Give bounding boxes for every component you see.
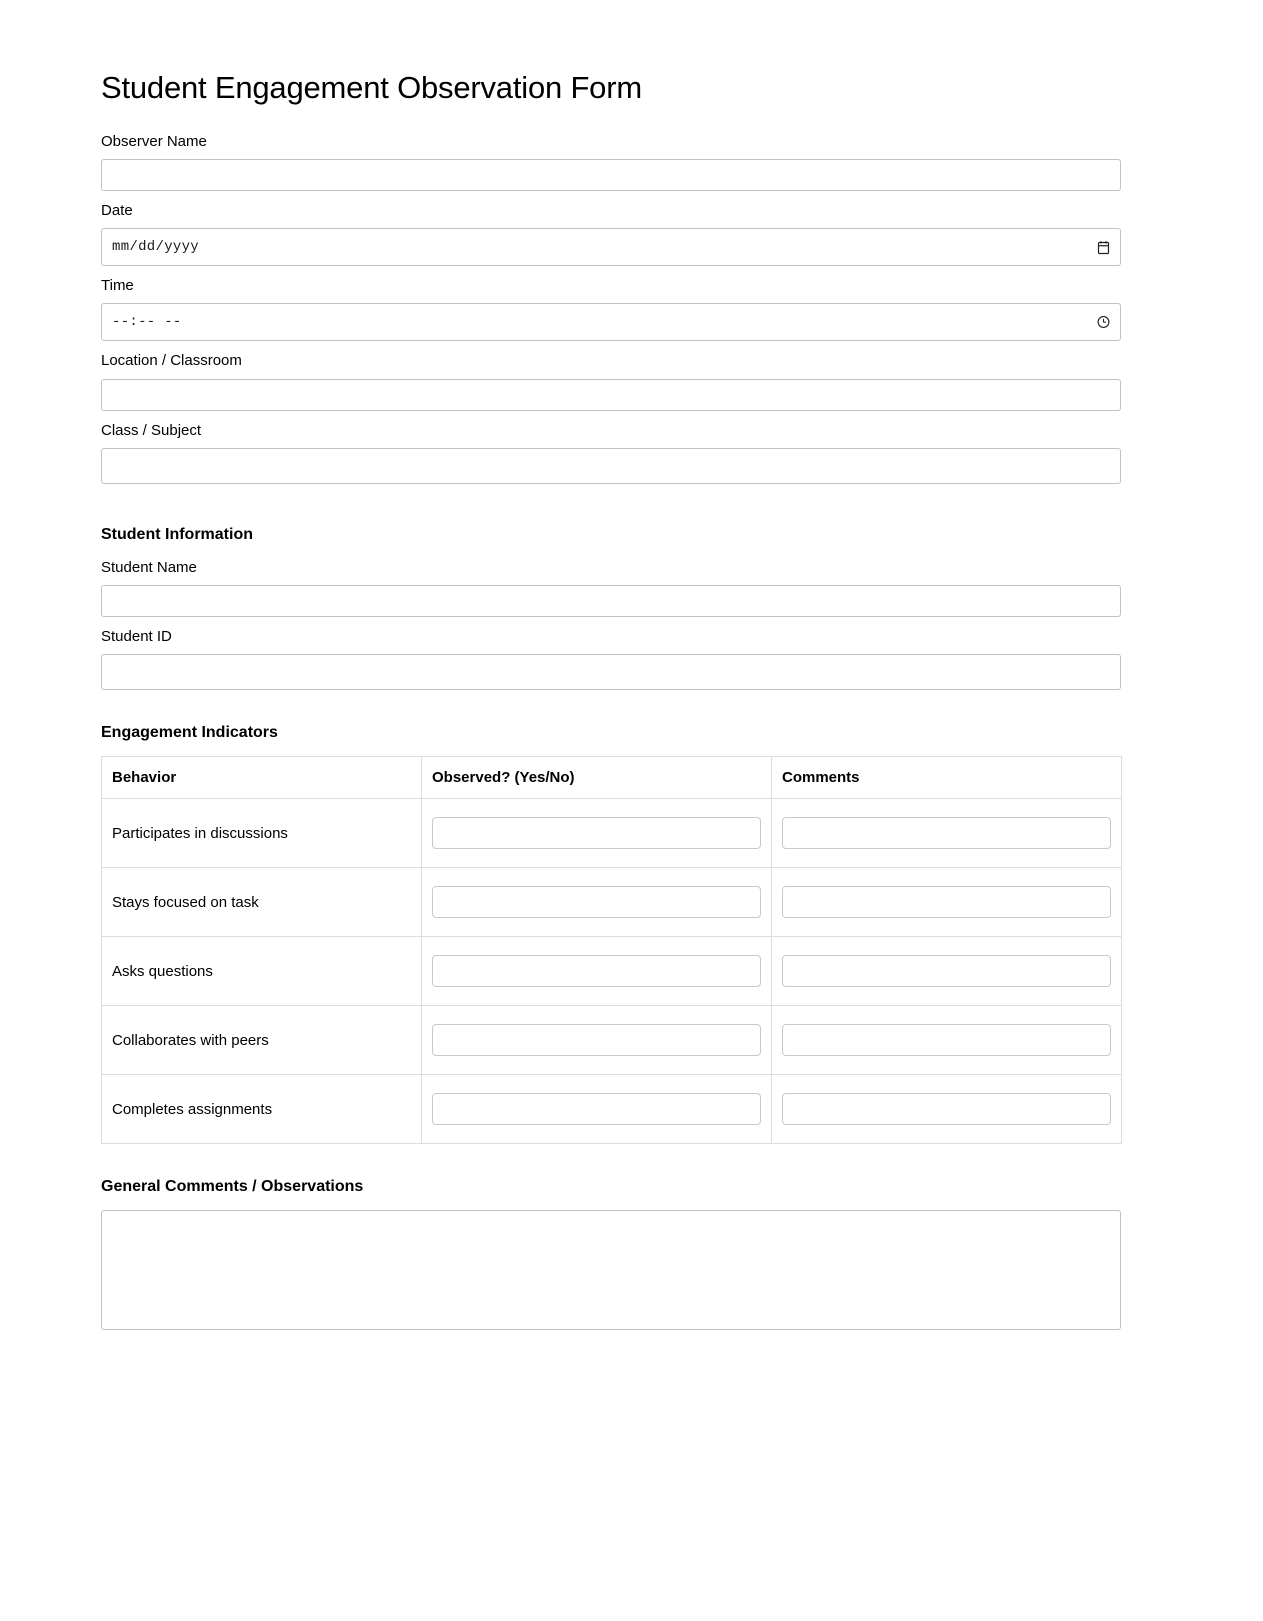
behavior-label: Completes assignments bbox=[102, 1075, 422, 1144]
observed-input[interactable] bbox=[432, 886, 761, 918]
observed-cell bbox=[422, 1006, 772, 1075]
column-header-comments: Comments bbox=[772, 757, 1122, 799]
observed-cell bbox=[422, 937, 772, 1006]
behavior-label: Collaborates with peers bbox=[102, 1006, 422, 1075]
student-id-input[interactable] bbox=[101, 654, 1121, 690]
comments-cell bbox=[772, 1006, 1122, 1075]
observed-input[interactable] bbox=[432, 817, 761, 849]
observed-input[interactable] bbox=[432, 1024, 761, 1056]
date-input[interactable] bbox=[101, 228, 1121, 266]
location-classroom-input[interactable] bbox=[101, 379, 1121, 411]
field-location-classroom bbox=[101, 351, 1121, 410]
field-observer-name bbox=[101, 132, 1121, 191]
observer-name-input[interactable] bbox=[101, 159, 1121, 191]
observer-name-label: Observer Name bbox=[101, 132, 207, 150]
student-id-label: Student ID bbox=[101, 628, 172, 646]
date-label: Date bbox=[101, 201, 133, 219]
time-placeholder-text: --:-- -- bbox=[112, 314, 182, 331]
table-row bbox=[102, 1006, 1122, 1075]
class-subject-input[interactable] bbox=[101, 448, 1121, 484]
column-header-observed: Observed? (Yes/No) bbox=[422, 757, 772, 799]
date-input-wrapper bbox=[101, 228, 1121, 266]
general-comments-block bbox=[101, 1210, 1121, 1330]
behavior-label: Stays focused on task bbox=[102, 868, 422, 937]
page-title: Student Engagement Observation Form bbox=[101, 70, 642, 105]
comments-cell bbox=[772, 868, 1122, 937]
location-classroom-label: Location / Classroom bbox=[101, 352, 242, 370]
comments-input[interactable] bbox=[782, 817, 1111, 849]
observed-cell bbox=[422, 799, 772, 868]
observed-input[interactable] bbox=[432, 955, 761, 987]
time-input-wrapper bbox=[101, 303, 1121, 341]
column-header-behavior: Behavior bbox=[102, 757, 422, 799]
table-header-row bbox=[102, 757, 1122, 799]
field-date bbox=[101, 201, 1121, 266]
calendar-icon[interactable] bbox=[1096, 240, 1111, 255]
behavior-label: Participates in discussions bbox=[102, 799, 422, 868]
table-row bbox=[102, 799, 1122, 868]
time-input[interactable] bbox=[101, 303, 1121, 341]
general-comments-heading: General Comments / Observations bbox=[101, 1178, 364, 1196]
table-row bbox=[102, 1075, 1122, 1144]
table-row bbox=[102, 937, 1122, 1006]
behavior-label: Asks questions bbox=[102, 937, 422, 1006]
student-name-label: Student Name bbox=[101, 558, 197, 576]
comments-input[interactable] bbox=[782, 1093, 1111, 1125]
comments-cell bbox=[772, 937, 1122, 1006]
engagement-indicators-heading: Engagement Indicators bbox=[101, 724, 278, 742]
time-label: Time bbox=[101, 277, 134, 295]
clock-icon[interactable] bbox=[1096, 315, 1111, 330]
field-class-subject bbox=[101, 421, 1121, 484]
field-student-name bbox=[101, 558, 1121, 617]
observed-cell bbox=[422, 1075, 772, 1144]
student-name-input[interactable] bbox=[101, 585, 1121, 617]
class-subject-label: Class / Subject bbox=[101, 421, 202, 439]
field-time bbox=[101, 276, 1121, 341]
general-comments-textarea[interactable] bbox=[101, 1210, 1121, 1330]
comments-input[interactable] bbox=[782, 955, 1111, 987]
student-information-heading: Student Information bbox=[101, 525, 253, 543]
date-placeholder-text: mm/dd/yyyy bbox=[112, 239, 200, 256]
field-student-id bbox=[101, 627, 1121, 690]
engagement-indicators-table bbox=[101, 756, 1122, 1144]
comments-input[interactable] bbox=[782, 1024, 1111, 1056]
comments-input[interactable] bbox=[782, 886, 1111, 918]
table-row bbox=[102, 868, 1122, 937]
observed-cell bbox=[422, 868, 772, 937]
comments-cell bbox=[772, 799, 1122, 868]
observed-input[interactable] bbox=[432, 1093, 761, 1125]
comments-cell bbox=[772, 1075, 1122, 1144]
